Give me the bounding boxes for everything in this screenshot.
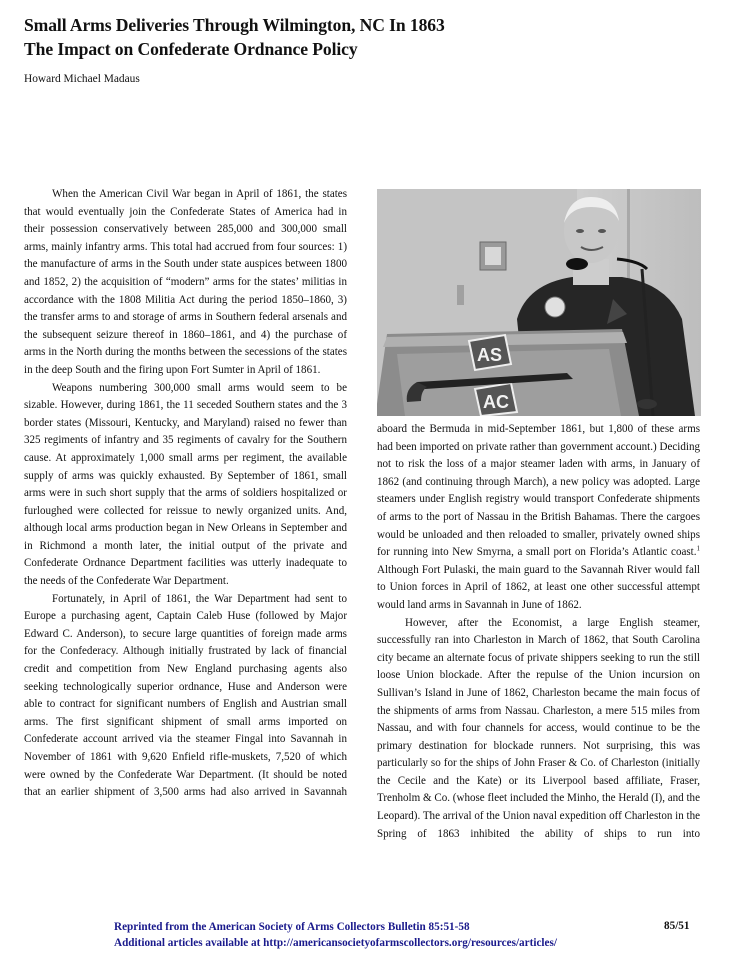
speaker-photo [377,189,701,416]
article-title [24,13,714,61]
footnote-reference[interactable]: 1 [696,544,700,553]
paragraph-1: When the American Civil War began in April of 1861, the states that would eventually join the Confederate States of America had in their possession conservatively between 285,000 and 300,000 small arms, mainly infantry arms. This total had accrued from four sources: 1) the manufacture of arms in the South under state auspices between 1800 and 1852, 2) the acquisition of “modern” arms for the states’ militias in accordance with the 1808 Militia Act during the period 1850–1860, 3) the transfer arms to and storage of arms in Southern federal arsenals and the subsequent seizure thereof in 1860–1861, and 4) the purchase of arms in the North during the months between the secessions of the states in the deep South and the firing upon Fort Sumter in April of 1861. [24,188,347,376]
paragraph-3: Fortunately, in April of 1861, the War Department had sent to Europe a purchasing agent, Captain Caleb Huse (followed by Major Edward C. Anderson), to secure large quantities of foreign made arms for the Confederacy. Although initially frustrated by lack of financial credit and competition from New England purchasing agents also seeking technologically superior ordnance, Huse and Anderson were able to contract for significant numbers of English and Austrian small arms. The first significant shipment of small arms imported on Confederate account arrived via the steamer Fingal into Savannah in November of 1861 with 9,620 Enfield rifle-muskets, 7,520 of which were owned by the Confederate War Department. (It should be noted that an earlier shipment of 3,500 arms had also arrived in Savannah [24,592,347,799]
title-line-2: The Impact on Confederate Ordnance Policy [24,39,358,59]
reprint-footer [114,920,557,951]
author-name: Howard Michael Madaus [24,73,140,85]
podium-logo-bottom: AC [483,392,509,412]
footer-reprint-note: Reprinted from the American Society of Arms Collectors Bulletin 85:51-58 [114,921,470,933]
podium-logo-top: AS [477,345,503,365]
paragraph-3-tail: Although Fort Pulaski, the main guard to the Savannah River would fall to Union forces in April of 1862, at least one other successful attempt would land arms in Savannah in June of 1862. [377,563,700,611]
paragraph-3-continued-text: aboard the Bermuda in mid-September 1861, but 1,800 of these arms had been imported on private rather than government account.) Deciding not to risk the loss of a major steamer laden with arms, in January of 1862 (and continuing through March), a new policy was adopted. Large steamers under English registry would transport Confederate shipments of arms to the port of Nassau in the British Bahamas. There the cargoes would be unloaded and then reloaded to smaller, privately owned ships for running into New Smyrna, a small port on Florida’s Atlantic coast. [377,423,700,559]
paragraph-3-continued [377,421,700,615]
page-number: 85/51 [664,920,690,932]
paragraph-4: However, after the Economist, a large English steamer, successfully ran into Charleston in March of 1862, that South Carolina city became an alternate focus of private shippers seeking to run the still loose Union blockade. After the repulse of the Union incursion on Sullivan’s Island in June of 1862, Charleston became the main focus of the shipments of arms from Nassau. Charleston, a mere 515 miles from Nassau, and with four channels for access, would continue to be the primary destination for blockade runners. Not surprising, this was particularly so for the ships of John Fraser & Co. of Charleston (initially the Cecile and the Kate) or its Liverpool based affiliate, Fraser, Trenholm & Co. (whose fleet included the Minho, the Herald (I), and the Leopard). The arrival of the Union naval expedition off Charleston in the Spring of 1863 inhibited the ability of ships to run into [377,616,700,840]
body-column-left [24,186,347,802]
footer-articles-link[interactable]: Additional articles available at http://americansocietyofarmscollectors.org/resources/articles/ [114,936,557,949]
paragraph-2: Weapons numbering 300,000 small arms would seem to be sizable. However, during 1861, the 11 seceded Southern states and the 3 border states (Missouri, Kentucky, and Maryland) raised no fewer than 325 regiments of infantry and 35 regiments of cavalry for the Southern cause. At approximately 1,000 small arms per regiment, the available supply of arms was quickly exhausted. By September of 1861, small arms were in such short supply that the arms of soldiers hospitalized or furloughed were collected for reissue to newly organized units. And, although local arms production began in New Orleans in September and in Richmond a month later, the initial output of the private and Confederate Ordnance Department facilities was utterly inadequate to the needs of the Confederate War Department. [24,381,347,588]
body-column-right [377,421,700,843]
title-line-1: Small Arms Deliveries Through Wilmington, NC In 1863 [24,15,445,35]
